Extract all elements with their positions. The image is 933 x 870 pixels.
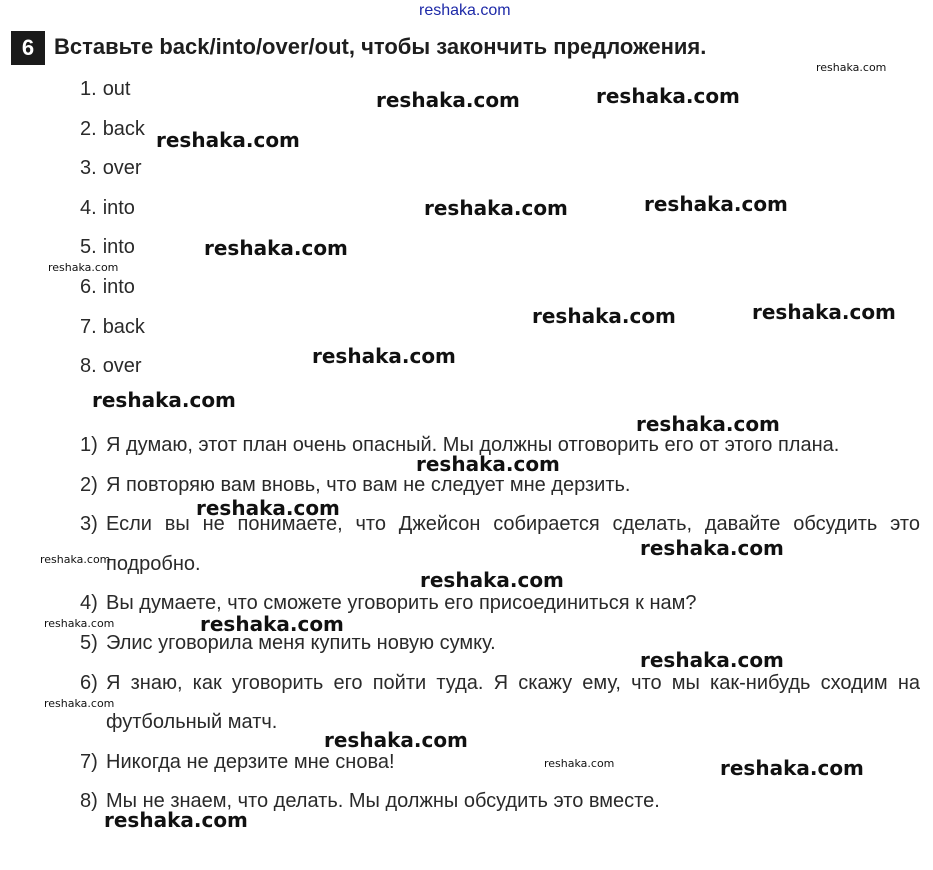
watermark: reshaka.com xyxy=(720,756,864,780)
answer-number: 3. xyxy=(80,157,97,180)
answer-word: out xyxy=(102,78,131,100)
translation-number: 1) xyxy=(80,434,98,456)
answer-item-3 xyxy=(80,153,151,193)
watermark: reshaka.com xyxy=(92,388,236,412)
watermark: reshaka.com xyxy=(752,300,896,324)
watermark: reshaka.com xyxy=(156,128,300,152)
watermark: reshaka.com xyxy=(200,612,344,636)
answer-number: 6. xyxy=(80,275,97,298)
watermark: reshaka.com xyxy=(44,697,115,710)
watermark: reshaka.com xyxy=(376,88,520,112)
translation-number: 2) xyxy=(80,473,98,496)
answer-number: 8. xyxy=(80,355,97,378)
watermark: reshaka.com xyxy=(544,757,615,770)
translation-text: Вы думаете, что сможете уговорить его присоединиться к нам? xyxy=(106,592,697,615)
watermark: reshaka.com xyxy=(420,568,564,592)
translation-text: Если вы не понимаете, что Джейсон собирается сделать, давайте обсудить это подробно. xyxy=(106,513,920,575)
answer-word: over xyxy=(102,157,142,180)
watermark: reshaka.com xyxy=(640,648,784,672)
watermark: reshaka.com xyxy=(48,261,119,274)
watermark: reshaka.com xyxy=(44,617,115,630)
answer-word: back xyxy=(102,315,145,338)
answer-item-7 xyxy=(80,312,151,352)
answer-word: into xyxy=(102,275,135,298)
translation-number: 8) xyxy=(80,790,98,813)
watermark: reshaka.com xyxy=(424,196,568,220)
translation-item-6 xyxy=(80,664,920,743)
answer-item-6 xyxy=(80,272,151,312)
translation-text: Никогда не дерзите мне снова! xyxy=(106,750,395,773)
task-number-badge: 6 xyxy=(11,31,45,65)
watermark: reshaka.com xyxy=(596,84,740,108)
watermark: reshaka.com xyxy=(204,236,348,260)
answer-number: 4. xyxy=(80,196,97,219)
translation-number: 3) xyxy=(80,513,98,536)
translation-number: 4) xyxy=(80,592,98,615)
translation-text: Элис уговорила меня купить новую сумку. xyxy=(106,631,496,654)
translation-number: 5) xyxy=(80,631,98,654)
watermark: reshaka.com xyxy=(40,553,111,566)
answer-number: 7. xyxy=(80,315,97,338)
watermark: reshaka.com xyxy=(636,412,780,436)
watermark: reshaka.com xyxy=(312,344,456,368)
top-watermark: reshaka.com xyxy=(419,2,511,19)
watermark: reshaka.com xyxy=(644,192,788,216)
answer-word: over xyxy=(102,355,142,378)
answer-number: 1. xyxy=(80,78,97,100)
answers-list xyxy=(80,74,151,391)
answer-item-1 xyxy=(80,74,151,114)
answer-word: into xyxy=(102,236,135,259)
watermark: reshaka.com xyxy=(640,536,784,560)
answer-word: back xyxy=(102,117,145,140)
translation-text: Я думаю, этот план очень опасный. Мы должны отговорить его от этого плана. xyxy=(106,434,840,456)
answer-word: into xyxy=(102,196,135,219)
watermark: reshaka.com xyxy=(196,496,340,520)
translation-number: 7) xyxy=(80,750,98,773)
answer-number: 2. xyxy=(80,117,97,140)
answer-item-2 xyxy=(80,114,151,154)
task-instruction: Вставьте back/into/over/out, чтобы закончить предложения. xyxy=(54,34,707,59)
answer-item-4 xyxy=(80,193,151,233)
watermark: reshaka.com xyxy=(416,452,560,476)
translation-text: Я знаю, как уговорить его пойти туда. Я скажу ему, что мы как-нибудь сходим на футбольный матч. xyxy=(106,671,920,734)
watermark: reshaka.com xyxy=(104,808,248,832)
answer-number: 5. xyxy=(80,236,97,259)
translation-text: Мы не знаем, что делать. Мы должны обсудить это вместе. xyxy=(106,790,660,813)
translation-text: Я повторяю вам вновь, что вам не следует мне дерзить. xyxy=(106,473,631,496)
watermark: reshaka.com xyxy=(324,728,468,752)
watermark: reshaka.com xyxy=(816,61,887,74)
translation-number: 6) xyxy=(80,671,98,694)
answer-item-8 xyxy=(80,351,151,391)
watermark: reshaka.com xyxy=(532,304,676,328)
